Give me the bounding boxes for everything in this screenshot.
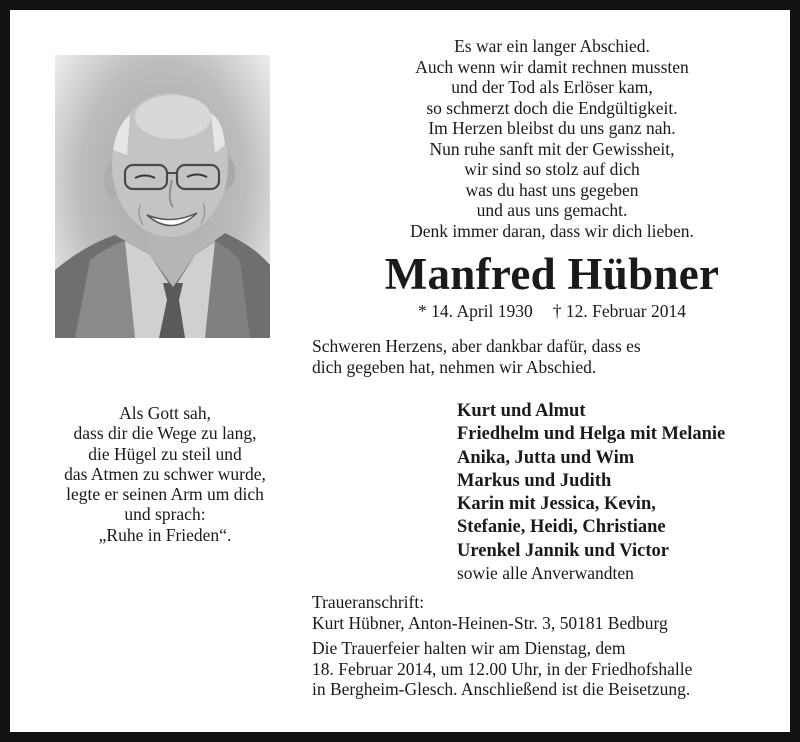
poem-left-line: und sprach: <box>124 504 206 525</box>
poem-right-line: Es war ein langer Abschied. <box>454 36 650 56</box>
service-line: 18. Februar 2014, um 12.00 Uhr, in der Friedhofshalle <box>312 658 693 679</box>
family-member: Anika, Jutta und Wim <box>457 447 635 468</box>
intro-line: Schweren Herzens, aber dankbar dafür, dass es <box>312 336 641 356</box>
poem-left <box>20 403 310 545</box>
poem-left-line: die Hügel zu steil und <box>88 443 242 464</box>
family-member: Urenkel Jannik und Victor <box>457 540 669 561</box>
poem-left-line: dass dir die Wege zu lang, <box>73 423 257 444</box>
life-dates <box>312 300 792 322</box>
address-label: Traueranschrift: <box>312 592 425 612</box>
poem-right-line: Nun ruhe sanft mit der Gewissheit, <box>429 138 675 159</box>
poem-right-line: und der Tod als Erlöser kam, <box>451 77 653 97</box>
family-member: Kurt und Almut <box>457 401 586 421</box>
mourning-address <box>312 592 792 634</box>
family-member: Karin mit Jessica, Kevin, <box>457 494 656 515</box>
funeral-service-info <box>312 638 792 700</box>
deceased-name: Manfred Hübner <box>384 249 720 299</box>
intro-line: dich gegeben hat, nehmen wir Abschied. <box>312 357 597 377</box>
poem-right <box>312 36 792 241</box>
poem-left-line: das Atmen zu schwer wurde, <box>64 463 266 484</box>
family-member: Friedhelm und Helga mit Melanie <box>457 424 726 445</box>
farewell-intro <box>312 336 782 378</box>
poem-left-line: „Ruhe in Frieden“. <box>98 524 232 545</box>
poem-right-line: Auch wenn wir damit rechnen mussten <box>415 56 689 77</box>
family-member: Stefanie, Heidi, Christiane <box>457 517 666 538</box>
family-list <box>457 400 797 584</box>
poem-left-line: Als Gott sah, <box>119 403 211 423</box>
poem-right-line: wir sind so stolz auf dich <box>464 159 640 179</box>
service-line: Die Trauerfeier halten wir am Dienstag, dem <box>312 638 626 658</box>
birth-date: * 14. April 1930 <box>418 301 533 321</box>
poem-left-line: legte er seinen Arm um dich <box>66 484 264 505</box>
family-member: Markus und Judith <box>457 470 612 491</box>
portrait-photo <box>55 55 270 338</box>
poem-right-line: Denk immer daran, dass wir dich lieben. <box>410 220 694 241</box>
poem-right-line: so schmerzt doch die Endgültigkeit. <box>426 97 678 118</box>
service-line: in Bergheim-Glesch. Anschließend ist die Beisetzung. <box>312 679 691 700</box>
address-value: Kurt Hübner, Anton-Heinen-Str. 3, 50181 Bedburg <box>312 613 668 633</box>
relatives-line: sowie alle Anverwandten <box>457 563 634 584</box>
death-date: † 12. Februar 2014 <box>552 301 686 321</box>
poem-right-line: und aus uns gemacht. <box>476 200 628 220</box>
poem-right-line: was du hast uns gegeben <box>465 179 639 200</box>
poem-right-line: Im Herzen bleibst du uns ganz nah. <box>428 118 676 138</box>
